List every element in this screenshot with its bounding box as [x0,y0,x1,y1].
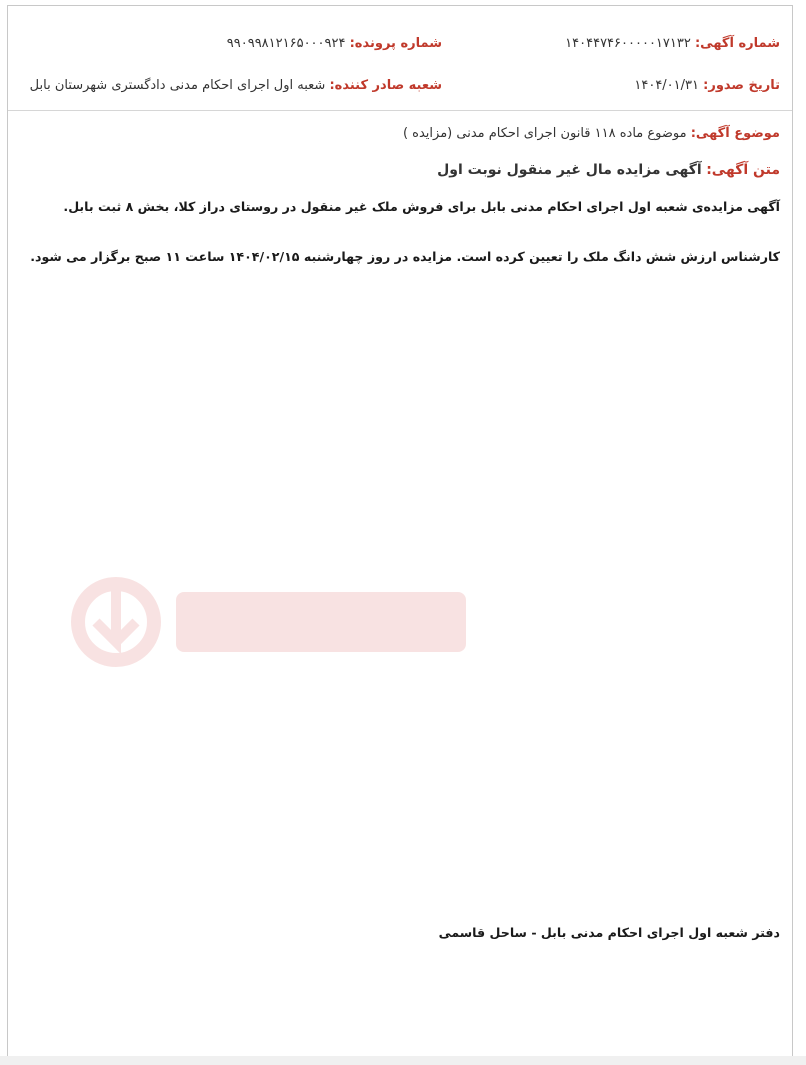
notice-number-label: شماره آگهی: [694,36,780,51]
signature: دفتر شعبه اول اجرای احکام مدنی بابل - ساحل قاسمی [438,925,780,940]
paragraph-2: کارشناس ارزش شش دانگ ملک را تعیین کرده است. مزایده در روز چهارشنبه ۱۴۰۴/۰۲/۱۵ ساعت ۱۱ صبح برگزار می شود. [30,249,780,264]
issue-date [634,78,780,93]
body-label: متن آگهی: [706,162,780,178]
notice-number [565,36,780,51]
case-number-value: ۹۹۰۹۹۸۱۲۱۶۵۰۰۰۹۲۴ [226,36,346,51]
issuer-label: شعبه صادر کننده: [329,78,442,93]
subject-label: موضوع آگهی: [690,126,780,141]
issuer [30,78,442,93]
watermark-logo [56,562,486,682]
notice-frame [7,5,793,1057]
subject [403,126,780,141]
paragraph-1: آگهی مزایده‌ی شعبه اول اجرای احکام مدنی بابل برای فروش ملک غیر منقول در روستای دراز کلا، بخش ۸ ثبت بابل. [63,199,780,214]
issue-date-value: ۱۴۰۴/۰۱/۳۱ [634,78,699,93]
body-title: آگهی مزایده مال غیر منقول نوبت اول [437,162,702,178]
case-number-label: شماره پرونده: [349,36,442,51]
issuer-value: شعبه اول اجرای احکام مدنی دادگستری شهرستان بابل [29,78,326,93]
case-number [227,36,442,51]
notice-number-value: ۱۴۰۴۴۷۴۶۰۰۰۰۰۱۷۱۳۲ [565,36,691,51]
header-divider [8,110,792,111]
body-title-row [437,162,780,178]
subject-value: موضوع ماده ۱۱۸ قانون اجرای احکام مدنی (مزایده ) [402,126,687,141]
horizontal-scrollbar[interactable] [0,1056,806,1065]
issue-date-label: تاریخ صدور: [703,78,780,93]
